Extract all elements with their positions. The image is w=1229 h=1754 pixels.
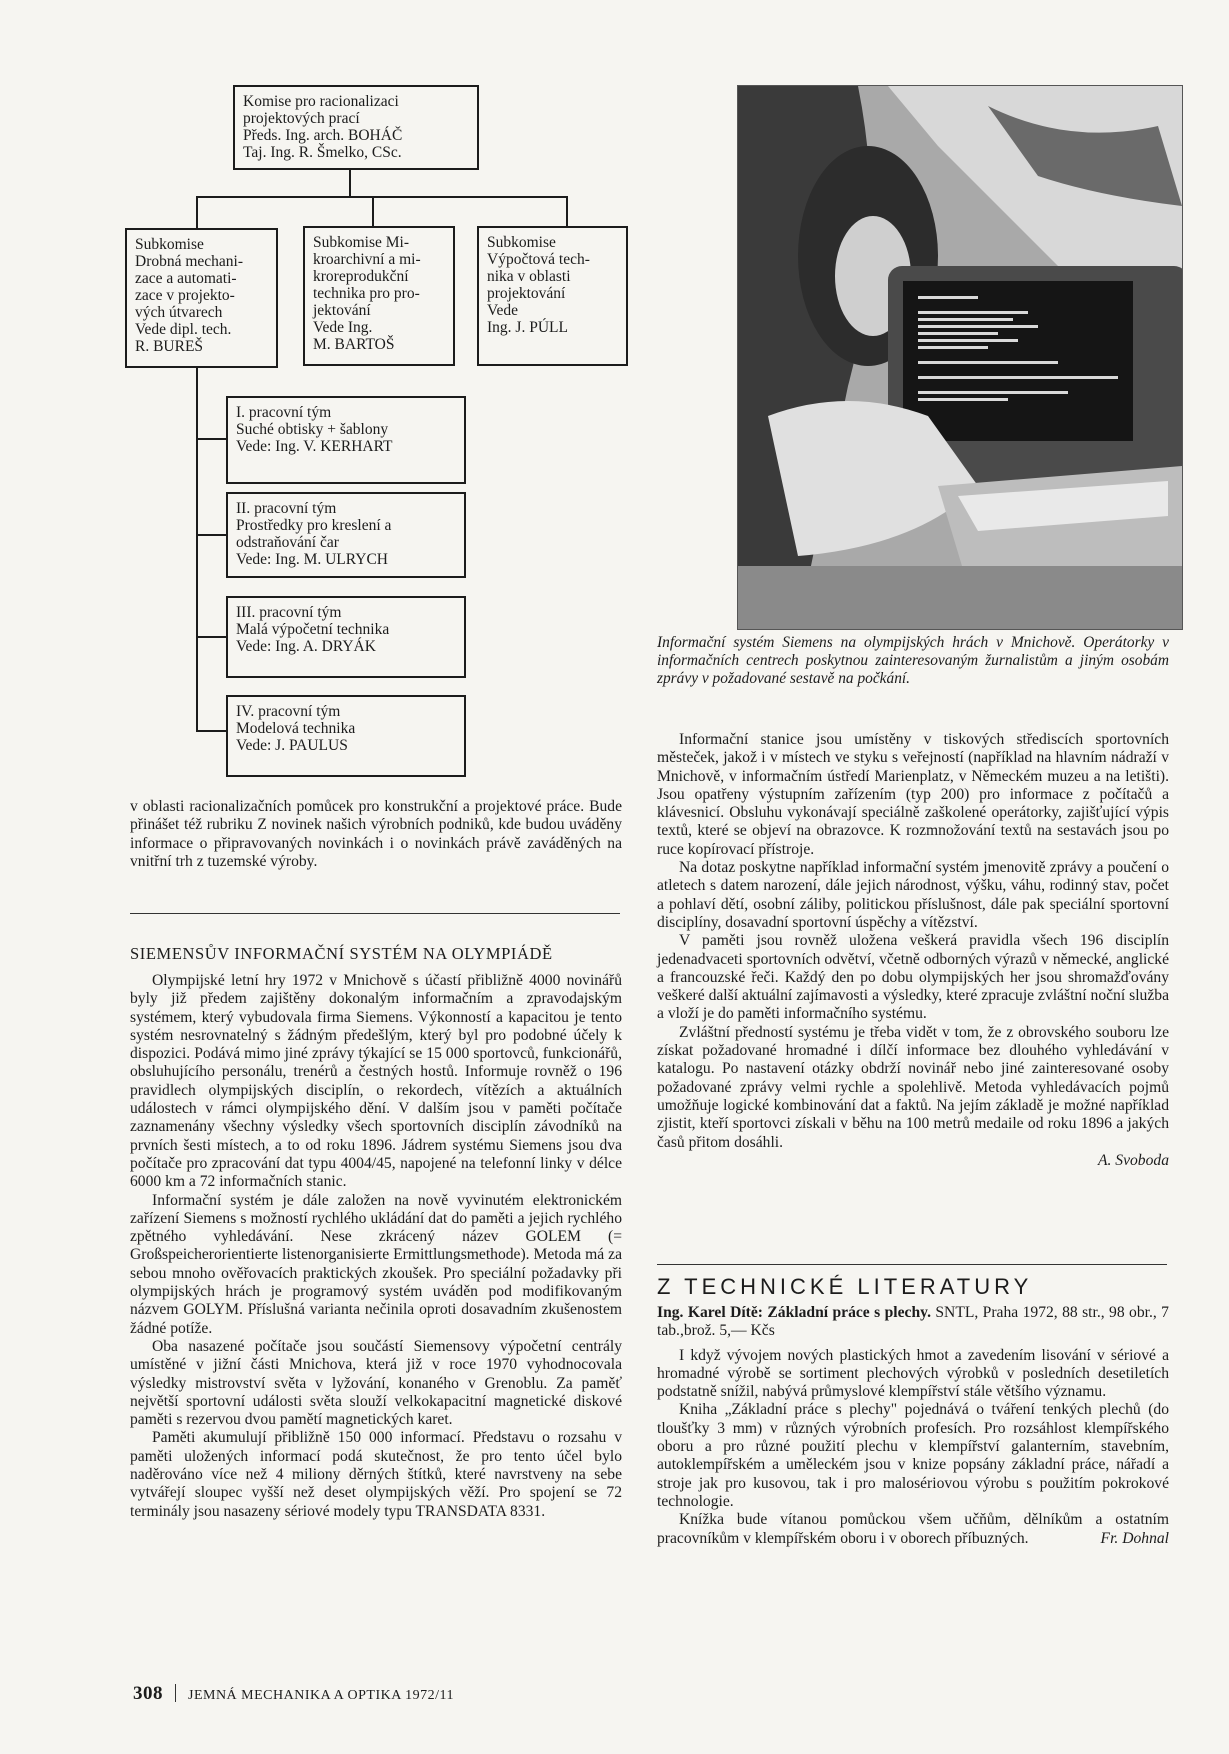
org-box-line: Subkomise	[135, 236, 204, 253]
section-heading-literature: Z TECHNICKÉ LITERATURY	[657, 1274, 1033, 1299]
section-divider	[657, 1264, 1167, 1265]
org-box-commission	[233, 85, 479, 170]
intro-paragraph: v oblasti racionalizačních pomůcek pro konstrukční a projektové práce. Bude přinášet též rubriku Z novinek našich výrobních podniků, kde budou uváděny informace o připravovaných novinkách i o novinkách právě zaváděných na vnitřní trh z tuzemské výroby.	[130, 798, 622, 870]
org-box-line: Vede dipl. tech.	[135, 321, 232, 338]
article-paragraph: Kniha „Základní práce s plechy" pojednává o tváření tenkých plechů (do tloušťky 3 mm) v různých výrobních profesích. Pro rozsáhlost klempířského oboru a pro různé použití plechu v klempířství galanterním, stavebním, autoklempířském a uměleckém jsou v knize popsány základní práce, nářadí a stroje jak pro kusovou, tak i pro malosériovou výrobu s použitím pokrokové technologie.	[657, 1401, 1169, 1510]
org-box-line: Vede: Ing. M. ULRYCH	[236, 551, 388, 568]
org-box-line: zace v projekto-	[135, 287, 235, 304]
org-box-subcommission-2	[303, 226, 455, 366]
org-box-line: Taj. Ing. R. Šmelko, CSc.	[243, 144, 402, 161]
org-box-line: Suché obtisky + šablony	[236, 421, 389, 438]
org-box-line: Malá výpočetní technika	[236, 621, 390, 638]
article-siemens-left	[130, 972, 622, 1521]
photo-illustration	[738, 86, 1182, 629]
book-reference	[657, 1304, 1169, 1341]
article-literature	[657, 1304, 1169, 1548]
article-title-siemens: SIEMENSŮV INFORMAČNÍ SYSTÉM NA OLYMPIÁDĚ	[130, 944, 553, 963]
org-box-line: vých útvarech	[135, 304, 223, 321]
article-siemens-right	[657, 731, 1169, 1170]
article-paragraph: Oba nasazené počítače jsou součástí Siemensovy výpočetní centrály umístěné v jižní části Mnichova, která již v roce 1970 vyhodnocovala výsledky mistrovství světa v lyžování, konaného v Grenoblu. Za paměť největší sportovní události světa slouží velkokapacitní magnetické diskové paměti s rezervou dvou pamětí magnetických karet.	[130, 1337, 622, 1429]
photo-operator-terminal	[737, 85, 1183, 630]
org-box-line: jektování	[313, 302, 371, 319]
org-box-team-1	[226, 396, 466, 484]
org-box-line: zace a automati-	[135, 270, 237, 287]
connector-line	[196, 534, 226, 536]
org-box-line: IV. pracovní tým	[236, 703, 341, 720]
article-paragraph: Informační systém je dále založen na nově vyvinutém elektronickém zařízení Siemens s možností rychlého ukládání dat do paměti a jejich rychlého zpětného vyhledávání. Nese zkrácený název GOLEM (= Großspeicherorientierte listenorganisierte Ermittlungsmethode). Metoda má za sebou mnoho ověřovacích praktických zkoušek. Pro speciální požadavky při olympijských hrách je programový systém uváděn pod modifikovaným názvem GOLYM. Příslušná varianta nečinila oproti dosavadním zkušenostem žádné potíže.	[130, 1191, 622, 1337]
connector-line	[566, 196, 568, 226]
org-box-line: Subkomise Mi-	[313, 234, 410, 251]
connector-line	[349, 168, 351, 196]
org-box-line: Vede	[487, 302, 518, 319]
article-paragraph: Olympijské letní hry 1972 v Mnichově s účastí přibližně 4000 novinářů byly již předem zajištěny dokonalým informačním a zpravodajským systémem, který vybudovala firma Siemens. Výkonností a kapacitou je tento systém nesrovnatelný s žádným předešlým, který byl pro podobné účely k dispozici. Podává mimo jiné zprávy týkající se 15 000 sportovců, funkcionářů, obsluhujícího personálu, trenérů a čestných hostů. Informuje rovněž o 196 pravidlech olympijských disciplín, o rekordech, vítězích a aktuálních událostech v rámci olympijského dění. V dalším jsou v paměti počítače zaznamenány všechny výsledky všech sportovních disciplín závodníků na prvních šesti místech, a to od roku 1896. Jádrem systému Siemens jsou dva počítače pro zpracování dat typu 4004/45, napojené na telefonní linky v délce 6000 km a 72 informačních stanic.	[130, 972, 622, 1191]
article-paragraph: Na dotaz poskytne například informační systém jmenovitě zprávy a poučení o atletech s datem narození, dále jejich národnost, výšku, váhu, rodinný stav, počet a pohlaví dětí, osobní záliby, politickou příslušnost, dále pak speciální sportovní disciplíny, dosavadní sportovní úspěchy a vítězství.	[657, 859, 1169, 931]
org-box-line: III. pracovní tým	[236, 604, 342, 621]
org-box-team-2	[226, 492, 466, 578]
article-paragraph: Paměti akumulují přibližně 150 000 informací. Představu o rozsahu v paměti uložených informací podá skutečnost, že pro tento účel bylo naděrováno více než 4 miliony děrných štítků, které navrstveny na sebe vytvářejí sloupec vyšší než deset olympijských věží. Pro spojení se 72 terminály jsou nasazeny sériové modely typu TRANSDATA 8331.	[130, 1429, 622, 1520]
org-box-line: Komise pro racionalizaci	[243, 93, 399, 110]
article-paragraph: Informační stanice jsou umístěny v tiskových střediscích sportovních městeček, jakož i v místech ve styku s veřejností (například na hlavním nádraží v Mnichově, v informačním ústředí Marienplatz, v Německém muzeu a na letišti). Jsou opatřeny výstupním zařízením (typ 200) pro informace z počítačů a klávesnicí. Obsluhu vykonávají speciálně zaškolené operátorky, zajišťující výpis textů, které se objeví na obrazovce. K rozmnožování textů na sestavách jsou po ruce kopírovací přístroje.	[657, 731, 1169, 858]
footer-divider	[175, 1684, 176, 1702]
connector-line	[196, 730, 226, 732]
photo-caption	[657, 634, 1169, 688]
journal-name: JEMNÁ MECHANIKA A OPTIKA 1972/11	[188, 1688, 454, 1703]
org-box-line: Subkomise	[487, 234, 556, 251]
article-paragraph: Zvláštní předností systému je třeba vidět v tom, že z obrovského souboru lze získat požadované hromadné i dílčí informace bez dlouhého vyhledávání v katalogu. Po nastavení otázky obdrží novinář nebo jiné zainteresované osoby požadované zprávy velmi rychle a spolehlivě. Metoda vyhledávacích pojmů umožňuje logické kombinování dat a faktů. Na jejím základě je možné například zjistit, kteří sportovci získali v běhu na 100 metrů medaile od roku 1896 a jakých časů přitom dosáhli.	[657, 1023, 1169, 1151]
org-box-line: Prostředky pro kreslení a	[236, 517, 392, 534]
org-box-line: Předs. Ing. arch. BOHÁČ	[243, 127, 403, 144]
photo-caption-text: Informační systém Siemens na olympijských hrách v Mnichově. Operátorky v informačních centrech poskytnou zainteresovaným žurnalistům a jiným osobám zprávy v požadované sestavě na počkání.	[657, 634, 1169, 687]
connector-line	[196, 368, 198, 732]
connector-line	[196, 438, 226, 440]
org-box-line: II. pracovní tým	[236, 500, 337, 517]
org-box-line: kroreprodukční	[313, 268, 409, 285]
left-intro	[130, 798, 622, 871]
connector-line	[196, 636, 226, 638]
org-box-line: Výpočtová tech-	[487, 251, 590, 268]
org-box-team-4	[226, 695, 466, 777]
org-box-line: M. BARTOŠ	[313, 336, 395, 353]
book-reference-details: SNTL, Praha 1972, 88 str., 98 obr., 7 tab.,brož. 5,— Kčs	[657, 1304, 1169, 1340]
org-box-line: kroarchivní a mi-	[313, 251, 421, 268]
page-footer	[133, 1683, 454, 1705]
org-box-line: Ing. J. PÚLL	[487, 319, 568, 336]
org-box-subcommission-1	[125, 228, 278, 368]
org-box-line: Vede: Ing. A. DRYÁK	[236, 638, 376, 655]
section-divider	[130, 913, 620, 914]
page-number: 308	[133, 1683, 163, 1704]
org-box-subcommission-3	[477, 226, 628, 366]
org-box-line: nika v oblasti	[487, 268, 571, 285]
org-box-line: Modelová technika	[236, 720, 356, 737]
book-reference-title: Ing. Karel Dítě: Základní práce s plechy.	[657, 1304, 931, 1321]
org-box-line: Vede: J. PAULUS	[236, 737, 348, 754]
org-box-line: R. BUREŠ	[135, 338, 204, 355]
connector-line	[196, 196, 568, 198]
org-box-team-3	[226, 596, 466, 678]
org-box-line: technika pro pro-	[313, 285, 420, 302]
article-paragraph: Knížka bude vítanou pomůckou všem učňům, dělníkům a ostatním pracovníkům v klempířském oboru i v oborech příbuzných.	[657, 1511, 1169, 1547]
org-box-line: odstraňování čar	[236, 534, 339, 551]
author-signature: Fr. Dohnal	[1100, 1529, 1169, 1547]
org-box-line: Vede Ing.	[313, 319, 373, 336]
org-box-line: Vede: Ing. V. KERHART	[236, 438, 393, 455]
org-box-line: projektování	[487, 285, 566, 302]
org-box-line: projektových prací	[243, 110, 360, 127]
article-paragraph: I když vývojem nových plastických hmot a zavedením lisování v sériové a hromadné výrobě se sortiment plechových výrobků v posledních desetiletích podstatně snížil, nabývá průmyslové klempířství stále většího významu.	[657, 1346, 1169, 1401]
org-box-line: Drobná mechani-	[135, 253, 244, 270]
org-box-line: I. pracovní tým	[236, 404, 332, 421]
article-paragraph: V paměti jsou rovněž uložena veškerá pravidla všech 196 disciplín jedenadvaceti sportovních odvětví, včetně odborných výrazů v německé, anglické a francouzské řeči. Každý den po dobu olympijských her jsou shromažďovány veškeré další aktuální zajímavosti a výsledky, které zpracuje zvláštní noční služba a vloží je do paměti informačního systému.	[657, 932, 1169, 1023]
connector-line	[372, 196, 374, 226]
connector-line	[196, 196, 198, 228]
author-signature: A. Svoboda	[1097, 1151, 1169, 1169]
